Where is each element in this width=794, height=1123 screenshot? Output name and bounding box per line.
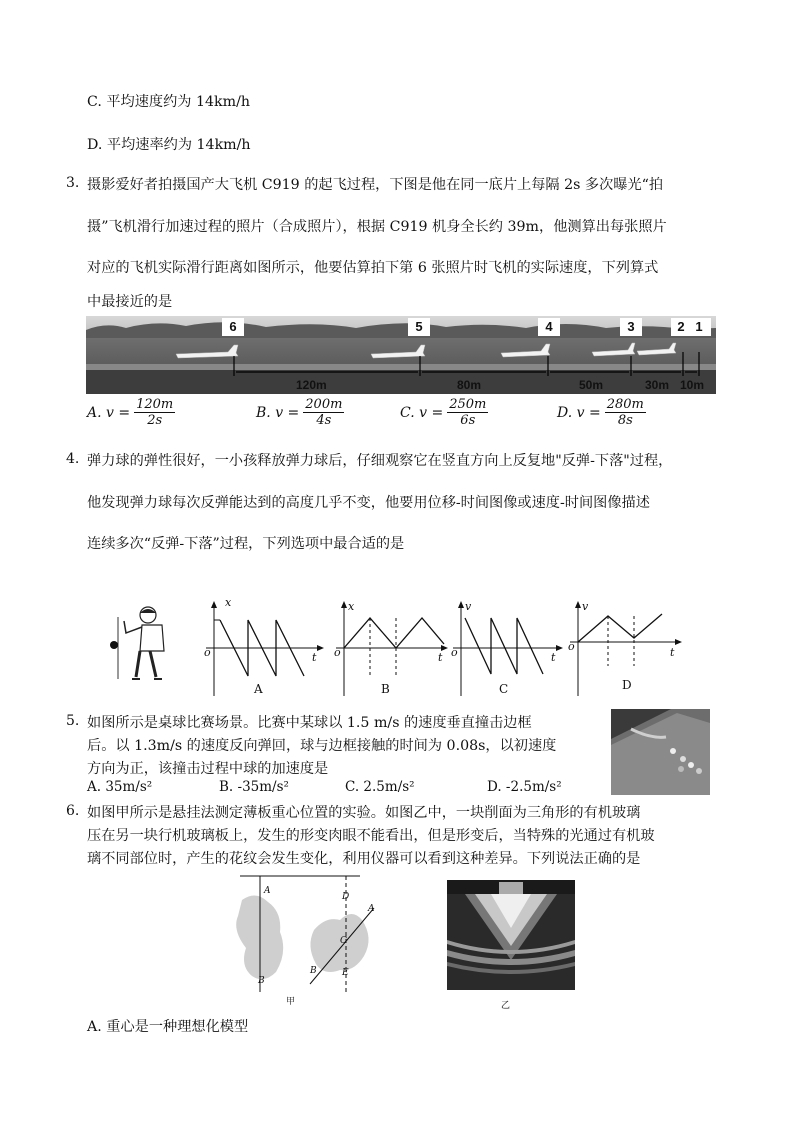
graph-c-y-label: v [465,600,472,613]
q3-option-c-denominator: 6s [460,413,476,428]
q5-line-2: 后。以 1.3m/s 的速度反向弹回，球与边框接触的时间为 0.08s，以初速度 [87,738,557,754]
q3-option-a-label: A. v = [87,404,131,421]
point-a-right: A [368,904,375,914]
graph-a-letter: A [254,682,263,696]
graph-a-y-label: x [225,596,232,609]
billiards-photo [611,709,710,795]
q3-option-a-denominator: 2s [147,413,163,428]
graph-d [564,598,684,698]
q4-line-3: 连续多次“反弹-下落”过程，下列选项中最合适的是 [87,536,405,552]
photo-label-3: 3 [627,319,635,334]
q3-option-b-denominator: 4s [316,413,332,428]
q5-option-c: C. 2.5m/s² [345,779,415,795]
q6-option-a: A. 重心是一种理想化模型 [87,1019,249,1035]
q3-option-c [400,397,488,428]
photo-label-4: 4 [545,319,553,334]
q6-line-3: 璃不同部位时，产生的花纹会发生变化，利用仪器可以看到这种差异。下列说法正确的是 [87,851,641,867]
point-a-left: A [264,886,271,896]
point-d: D [342,892,350,902]
q3-option-b [256,397,344,428]
figure-yi-photoelastic-photo [447,880,575,990]
q5-option-a: A. 35m/s² [87,779,153,795]
q3-line-1: 摄影爱好者拍摄国产大飞机 C919 的起飞过程，下图是他在同一底片上每隔 2s 多次曝光“拍 [87,177,664,193]
photo-label-5: 5 [415,319,423,334]
graph-b [330,598,450,698]
q5-line-1: 如图所示是桌球比赛场景。比赛中某球以 1.5 m/s 的速度垂直撞击边框 [87,715,532,731]
q3-option-c-label: C. v = [400,404,444,421]
q4-number: 4. [66,451,80,467]
q3-option-c-numerator: 250m [449,397,487,412]
q4-line-2: 他发现弹力球每次反弹能达到的高度几乎不变，他要用位移-时间图像或速度-时间图像描述 [87,495,650,511]
q6-number: 6. [66,803,80,819]
q3-line-4: 中最接近的是 [87,294,173,310]
photo-label-6: 6 [229,319,237,334]
q5-number: 5. [66,713,80,729]
figure-yi-caption: 乙 [501,1001,511,1011]
distance-label-50m: 50m [579,378,604,392]
photo-label-1: 1 [695,319,703,334]
graph-b-y-label: x [348,600,355,613]
figure-jia-caption: 甲 [286,997,296,1007]
graph-d-y-label: v [582,600,589,613]
distance-label-120m: 120m [296,378,327,392]
point-c: C [340,936,347,946]
graph-b-t-label: t [438,651,443,664]
graph-a [200,598,325,698]
graph-a-t-label: t [312,651,317,664]
distance-label-10m: 10m [680,378,705,392]
graph-b-letter: B [381,682,390,696]
q3-number: 3. [66,175,80,191]
q5-option-b: B. -35m/s² [219,779,289,795]
q3-option-d-label: D. v = [557,404,601,421]
distance-label-80m: 80m [457,378,482,392]
q3-line-3: 对应的飞机实际滑行距离如图所示，他要估算拍下第 6 张照片时飞机的实际速度，下列算式 [87,260,659,276]
figure-jia-center-of-gravity [228,872,388,1012]
q3-line-2: 摄”飞机滑行加速过程的照片（合成照片），根据 C919 机身全长约 39m，他测算出每张照片 [87,219,667,235]
q5-line-3: 方向为正，该撞击过程中球的加速度是 [87,761,329,777]
q6-line-2: 压在另一块行机玻璃板上，发生的形变肉眼不能看出，但是形变后，当特殊的光通过有机玻 [87,828,655,844]
point-e: E [342,968,349,978]
graph-c-letter: C [499,682,509,696]
q6-line-1: 如图甲所示是悬挂法测定薄板重心位置的实验。如图乙中，一块削面为三角形的有机玻璃 [87,805,641,821]
q3-option-a [87,397,175,428]
q5-option-d: D. -2.5m/s² [487,779,562,795]
distance-label-30m: 30m [645,378,670,392]
q3-option-d [557,397,646,428]
q3-option-b-numerator: 200m [305,397,343,412]
graph-c [447,598,565,698]
graph-d-t-label: t [670,646,675,659]
q3-option-d-numerator: 280m [606,397,644,412]
graph-d-letter: D [622,678,632,692]
q2-option-c: C. 平均速度约为 14km/h [87,94,251,110]
q3-option-b-label: B. v = [256,404,300,421]
child-with-ball-illustration [104,603,184,683]
point-b-left: B [258,976,265,986]
airplane-composite-photo [86,316,716,394]
graph-d-origin: o [568,640,575,653]
photo-label-2: 2 [677,319,685,334]
q2-option-d: D. 平均速率约为 14km/h [87,137,251,153]
point-b-right: B [310,966,317,976]
q4-line-1: 弹力球的弹性很好，一小孩释放弹力球后，仔细观察它在竖直方向上反复地"反弹-下落"过程， [87,453,673,469]
q3-option-a-numerator: 120m [136,397,174,412]
graph-b-origin: o [334,646,341,659]
q3-option-d-denominator: 8s [617,413,633,428]
graph-c-t-label: t [551,651,556,664]
graph-c-origin: o [451,646,458,659]
graph-a-origin: o [204,646,211,659]
